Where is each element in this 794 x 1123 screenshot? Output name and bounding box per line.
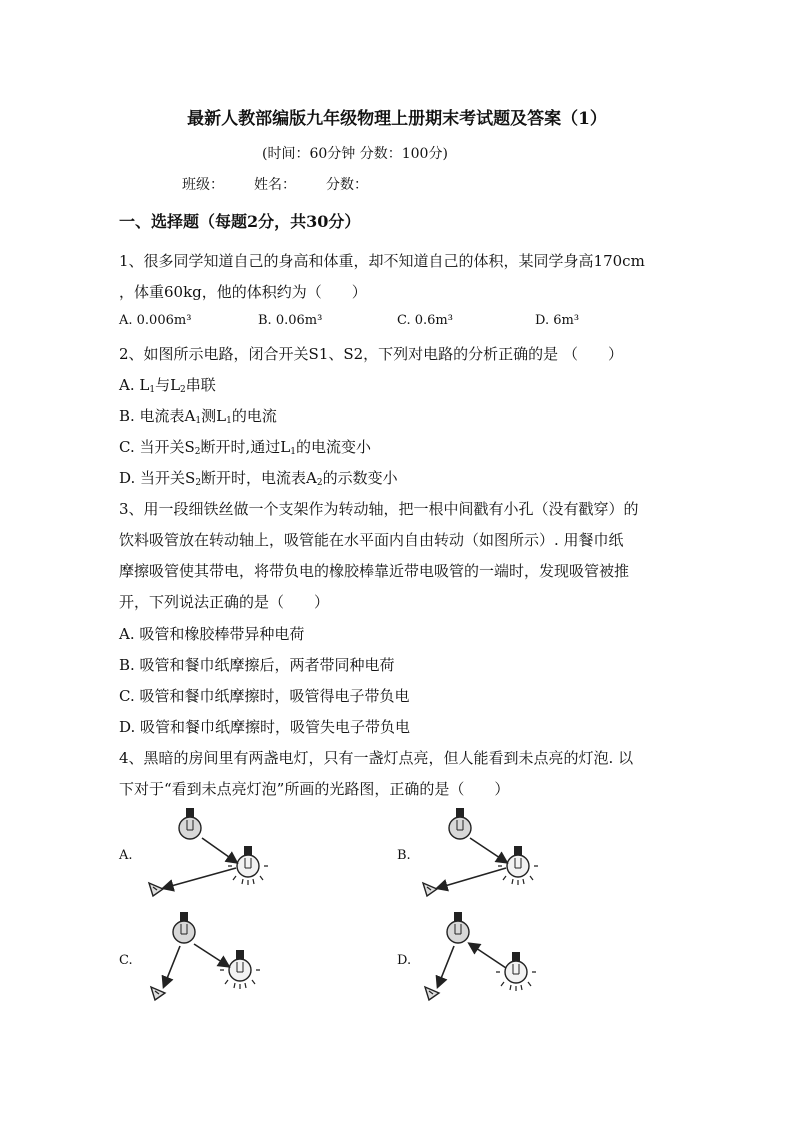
unlit-bulb-icon <box>173 912 195 943</box>
unlit-bulb-icon <box>179 808 201 839</box>
lit-bulb-icon <box>496 952 536 991</box>
time-score-info: (时间：60分钟 分数：100分) <box>262 146 448 162</box>
eye-icon <box>423 883 437 896</box>
q4-option-b-label: B. <box>397 848 411 863</box>
unlit-bulb-icon <box>449 808 471 839</box>
light-path-figure-a <box>140 810 280 900</box>
q4-line2: 下对于“看到未点亮灯泡”所画的光路图，正确的是（ ） <box>119 780 510 798</box>
q1-option-a: A. 0.006m³ <box>119 313 192 328</box>
section-heading: 一、选择题（每题2分，共30分） <box>119 212 361 231</box>
page-title: 最新人教部编版九年级物理上册期末考试题及答案（1） <box>187 109 607 129</box>
q3-option-a: A. 吸管和橡胶棒带异种电荷 <box>119 625 305 643</box>
q3-option-b: B. 吸管和餐巾纸摩擦后，两者带同种电荷 <box>119 656 395 674</box>
q2-option-b: B. 电流表$A_1$测$L_1$的电流 <box>119 407 277 426</box>
unlit-bulb-icon <box>447 912 469 943</box>
eye-icon <box>425 987 439 1000</box>
q3-option-c: C. 吸管和餐巾纸摩擦时，吸管得电子带负电 <box>119 687 410 705</box>
q1-stem-line1: 1、很多同学知道自己的身高和体重，却不知道自己的体积，某同学身高170cm <box>119 252 645 270</box>
lit-bulb-icon <box>220 950 260 989</box>
student-info-row <box>182 174 398 194</box>
q1-option-c: C. 0.6m³ <box>397 313 453 328</box>
light-path-figure-b <box>418 810 558 900</box>
name-label: 姓名： <box>254 177 296 193</box>
eye-icon <box>151 987 165 1000</box>
eye-icon <box>149 883 163 896</box>
q2-option-d: D. 当开关$S_2$断开时，电流表$A_2$的示数变小 <box>119 469 398 488</box>
q2-option-c: C. 当开关$S_2$断开时,通过$L_1$的电流变小 <box>119 438 371 457</box>
q2-option-a: A. $L_1$与$L_2$串联 <box>119 376 216 395</box>
light-path-figure-c <box>140 912 280 1007</box>
class-label: 班级： <box>182 177 224 193</box>
q3-line2: 饮料吸管放在转动轴上，吸管能在水平面内自由转动（如图所示）. 用餐巾纸 <box>119 531 624 549</box>
q4-line1: 4、黑暗的房间里有两盏电灯，只有一盏灯点亮，但人能看到未点亮的灯泡. 以 <box>119 749 634 767</box>
score-label: 分数： <box>326 177 368 193</box>
lit-bulb-icon <box>228 846 268 885</box>
q3-line4: 开，下列说法正确的是（ ） <box>119 593 330 611</box>
q2-stem: 2、如图所示电路，闭合开关S1、S2，下列对电路的分析正确的是 （ ） <box>119 345 623 363</box>
q3-line3: 摩擦吸管使其带电，将带负电的橡胶棒靠近带电吸管的一端时，发现吸管被推 <box>119 562 630 580</box>
q1-stem-line2: ，体重60kg，他的体积约为（ ） <box>119 283 367 301</box>
q1-option-d: D. 6m³ <box>535 313 580 328</box>
q3-option-d: D. 吸管和餐巾纸摩擦时，吸管失电子带负电 <box>119 718 411 736</box>
q1-option-b: B. 0.06m³ <box>258 313 323 328</box>
light-path-figure-d <box>418 912 558 1007</box>
q4-option-a-label: A. <box>119 848 133 863</box>
q3-line1: 3、用一段细铁丝做一个支架作为转动轴，把一根中间戳有小孔（没有戳穿）的 <box>119 500 639 518</box>
lit-bulb-icon <box>498 846 538 885</box>
q4-option-c-label: C. <box>119 953 133 968</box>
q4-option-d-label: D. <box>397 953 412 968</box>
